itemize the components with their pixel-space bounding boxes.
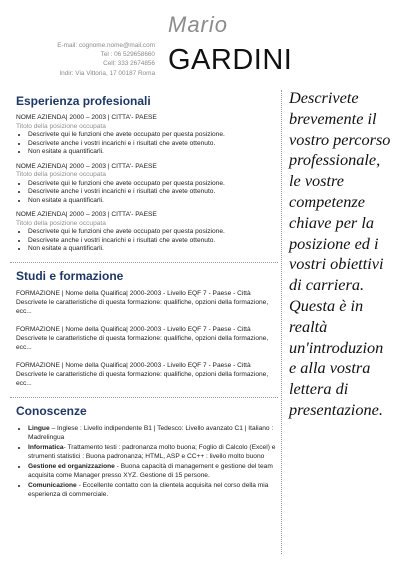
section-divider [10,262,278,263]
profile-summary: Descrivete brevemente il vostro percorso professionale, le vostre competenze chiave per la posizione ed i vostri obiettivi di carriera. Questa è in realtà un'introduzion e alla vostra lettera di presentazione. [289,88,391,419]
skill-label: Gestione ed organizzazione [28,462,115,470]
job-duties [16,228,278,254]
job-duty: • Non esitate a quantificarli. [28,245,278,254]
skill-item [28,481,278,499]
skill-label: Comunicazione [28,482,77,490]
job-header: NOME AZIENDA| 2000 – 2003 | CITTA'- PAESE [16,162,157,170]
education-entry [16,325,278,352]
job-entry [16,211,278,254]
skills-section [10,404,278,500]
job-header: NOME AZIENDA| 2000 – 2003 | CITTA'- PAESE [16,211,157,218]
contact-mobile: Cell: 333 2674856 [103,60,155,68]
section-divider [10,397,278,398]
education-description: Descrivete le caratteristiche di questa formazione: qualifiche, opzioni della formazione, ecc... [16,298,269,315]
job-entry [16,163,278,206]
job-duty: • Non esitate a quantificarli. [28,197,278,206]
skill-label: Informatica [28,443,64,451]
education-title: Studi e formazione [16,268,124,283]
job-header: NOME AZIENDA| 2000 – 2003 | CITTA'- PAESE [16,114,157,121]
education-entry [16,361,278,388]
education-header: FORMAZIONE | Nome della Qualifica| 2000-2003 - Livello EQF 7 - Paese - Città [16,289,251,297]
job-duty: • Descrivete qui le funzioni che avete occupato per questa posizione. [28,131,278,140]
contact-info [28,41,155,78]
education-header: FORMAZIONE | Nome della Qualifica| 2000-2003 - Livello EQF 7 - Paese - Città [16,325,251,333]
contact-phone: Tel : 06 529658660 [100,51,155,59]
job-position: Titolo della posizione occupata [16,122,106,130]
education-description: Descrivete le caratteristiche di questa formazione: qualifiche, opzioni della formazione, ecc... [16,370,269,387]
job-duty: • Descrivete qui le funzioni che avete occupato per questa posizione. [28,228,278,237]
experience-section [10,94,278,254]
job-duty: • Non esitate a quantificarli. [28,148,278,157]
first-name: Mario [168,12,229,37]
job-duty: • Descrivete anche i vostri incarichi e i risultati che avete ottenuto. [28,188,278,197]
job-duty: • Descrivete qui le funzioni che avete occupato per questa posizione. [28,180,278,189]
contact-address: Indir: Via Vittoria, 17 00187 Roma [59,69,155,77]
skill-item [28,462,278,480]
skill-text: - Trattamento testi : padronanza molto buona; Foglio di Calcolo (Excel) e strumenti statistici : Buona padronanza; HTML, ASP e CC++ : livello molto buono [28,443,276,460]
job-position: Titolo della posizione occupata [16,171,106,178]
skills-list [16,424,278,500]
last-name: GARDINI [168,44,293,76]
job-duty: • Descrivete anche i vostri incarichi e i risultati che avete ottenuto. [28,237,278,246]
experience-title: Esperienza profesionali [16,94,151,108]
education-header: FORMAZIONE | Nome della Qualifica| 2000-2003 - Livello EQF 7 - Paese - Città [16,361,251,369]
job-position: Titolo della posizione occupata [16,219,106,227]
skill-text: - Buona capacità di management e gestione del team acquisita come Manager presso XYZ. Gestione di 15 persone. [28,462,273,479]
main-column [10,90,278,500]
job-duties [16,180,278,206]
education-description: Descrivete le caratteristiche di questa formazione: qualifiche, opzioni della formazione, ecc... [16,334,269,351]
skill-item [28,443,278,461]
skills-title: Conoscenze [16,403,87,418]
skill-text: – Inglese : Livello indipendente B1 | Tedesco: Livello avanzato C1 | Italiano : Madrelingua [28,424,274,441]
job-entry [16,114,278,157]
education-section [10,269,278,388]
skill-text: - Eccellente contatto con la clientela acquisita nel corso della mia esperienza di commerciale. [28,482,269,499]
job-duties [16,131,278,157]
contact-email: E-mail: cognome.nome@mail.com [57,42,155,49]
job-duty: • Descrivete anche i vostri incarichi e i risultati che avete ottenuto. [28,140,278,149]
skill-label: Lingue [28,424,50,432]
column-divider [281,90,282,554]
education-entry [16,289,278,316]
skill-item [28,424,278,442]
